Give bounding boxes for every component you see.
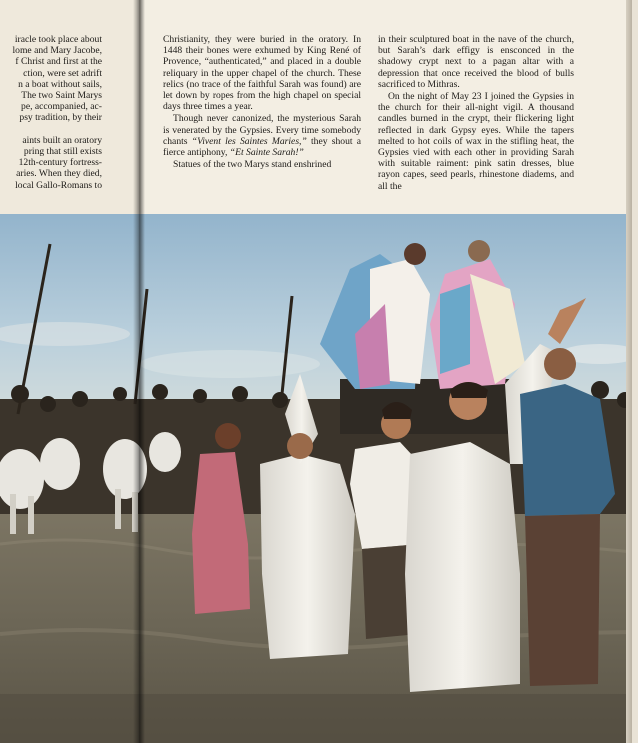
left-column-line: n a boat without sails, (18, 78, 102, 90)
man-in-white-robe-right (405, 442, 520, 692)
left-column-line: 12th-century fortress- (18, 157, 102, 169)
man-in-white-robe-left (260, 454, 355, 659)
left-column-line: lome and Mary Jacobe, (12, 45, 102, 57)
middle-paragraph-2 (163, 113, 361, 158)
p2-text-b: they shout a fierce antiphony, (163, 135, 362, 159)
p2-text-a: Though never canonized, the mysterious Sarah is venerated by the Gypsies. Every time somebody chants (163, 113, 361, 147)
page-gutter (133, 0, 145, 743)
left-column-line: pring that still exists (23, 146, 102, 158)
left-column-line (0, 124, 102, 135)
p2-italic-a: “Vivent les Saintes Maries,” (191, 135, 307, 147)
left-column-line: ction, were set adrift (23, 67, 102, 79)
right-paragraph-2: On the night of May 23 I joined the Gypsies in the church for their all-night vigil. A thousand candles burned in the crypt, their flickering light reflected in dark Gypsy eyes. While the tapers melted to hot coils of wax in the stifling heat, the Gypsies vied with each other in providing Sarah with suitable raiment: pink satin dresses, blue rayon capes, seed pearls, rhinestone diadems, and all the (378, 91, 574, 192)
left-text-column (0, 34, 102, 191)
photo-illustration (0, 214, 632, 743)
p2-italic-b: “Et Sainte Sarah!” (229, 147, 304, 159)
left-column-line: local Gallo-Romans to (15, 179, 102, 191)
right-paragraph-1: in their sculptured boat in the nave of the church, but Sarah’s dark effigy is ensconced in the shadowy crypt next to a pagan altar with a depression that once received the blood of bulls sacrificed to Mithras. (378, 34, 574, 90)
procession-photograph (0, 214, 632, 743)
left-column-line: iracle took place about (14, 34, 102, 45)
middle-text-column (163, 34, 361, 171)
right-text-column (378, 34, 574, 193)
middle-paragraph-1: Christianity, they were buried in the oratory. In 1448 their bones were exhumed by King René of Provence, “authenticated,” and placed in a double reliquary in the upper chapel of the church. These relics (no trace of the faithful Sarah was found) are let down by ropes from the high chapel on special days three times a year. (163, 34, 361, 113)
left-column-line: aints built an oratory (22, 134, 102, 146)
left-column-line: f Christ and first at the (15, 56, 102, 68)
left-column-line: psy tradition, by their (19, 112, 102, 124)
middle-paragraph-3: Statues of the two Marys stand enshrined (173, 159, 332, 171)
man-in-blue-shirt (520, 384, 615, 516)
left-column-line: The two Saint Marys (21, 90, 102, 102)
left-column-line: aries. When they died, (16, 168, 102, 180)
left-column-line: pe, accompanied, ac- (21, 101, 102, 113)
page-edge (626, 0, 632, 743)
